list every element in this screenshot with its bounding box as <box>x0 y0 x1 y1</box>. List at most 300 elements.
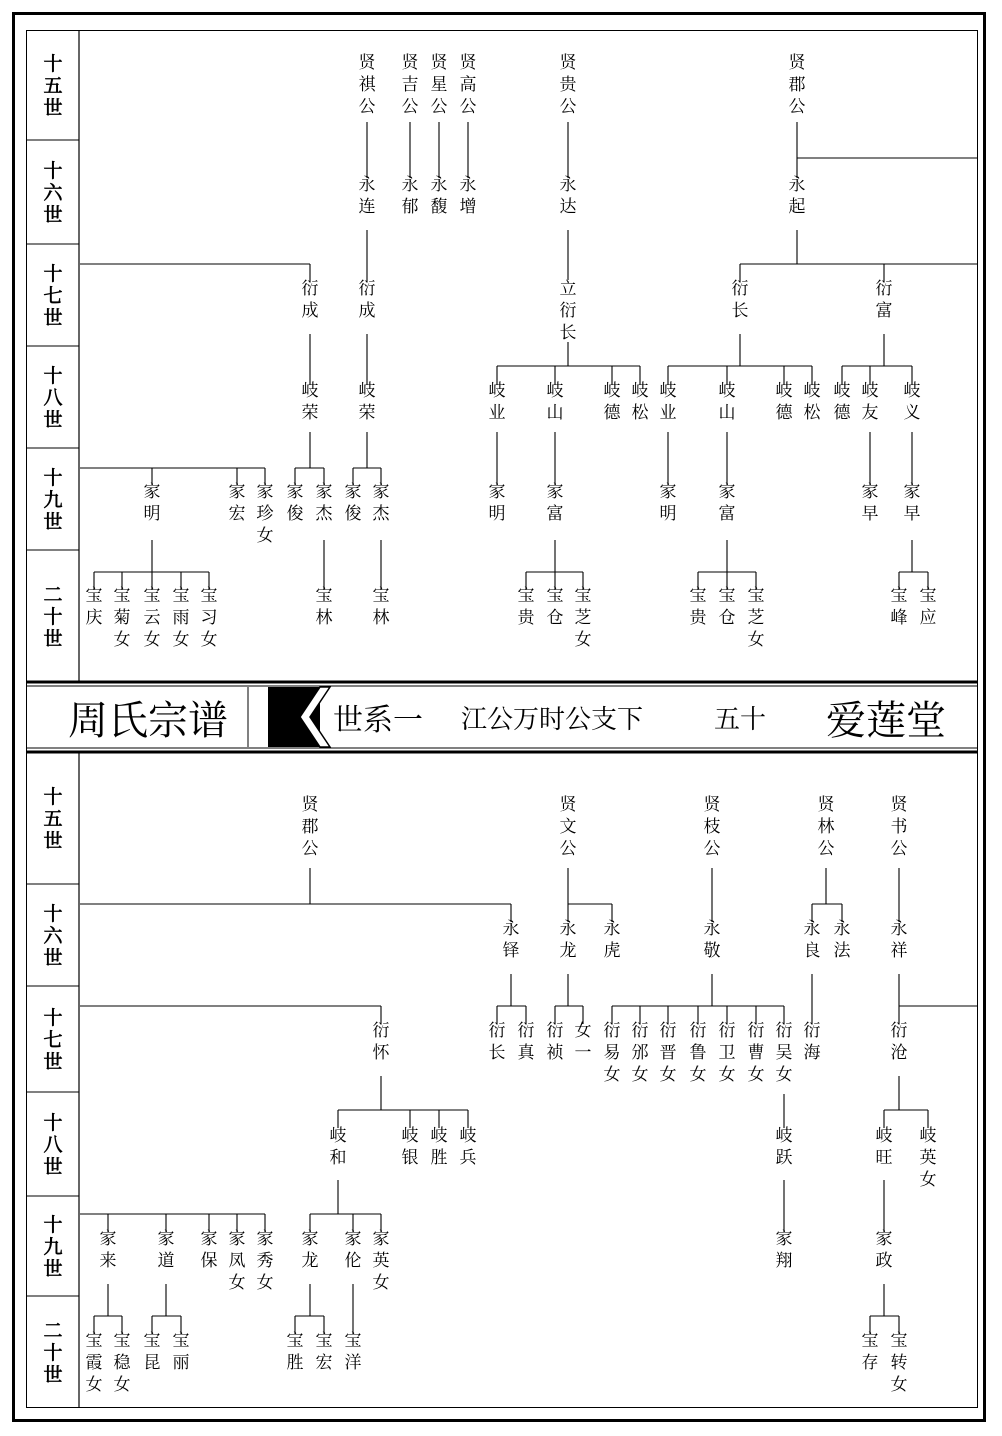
names-bottom <box>86 795 937 1395</box>
generation-labels-top <box>26 52 79 650</box>
name-char: 女 <box>372 1273 390 1293</box>
bottom-person <box>704 919 721 961</box>
name-char: 衍 <box>372 1021 390 1041</box>
bottom-gen-label-char: 十 <box>43 1112 63 1134</box>
name-char: 宏 <box>315 1353 333 1373</box>
name-char: 女 <box>256 1273 274 1293</box>
name-char: 家 <box>372 482 390 502</box>
name-char: 成 <box>358 301 376 321</box>
bottom-person <box>834 919 852 961</box>
bottom-person <box>173 1331 190 1373</box>
name-char: 郡 <box>301 817 319 837</box>
name-char: 高 <box>459 75 477 95</box>
top-person <box>460 53 478 117</box>
name-char: 宝 <box>172 586 190 606</box>
name-char: 岐 <box>603 381 621 401</box>
top-gen-label-char: 十 <box>43 606 63 628</box>
name-char: 永 <box>430 175 448 195</box>
top-person <box>789 175 806 217</box>
name-char: 长 <box>488 1043 506 1063</box>
bottom-person <box>114 1331 132 1395</box>
name-char: 富 <box>718 504 736 524</box>
name-char: 义 <box>903 403 921 423</box>
bottom-person <box>287 1331 304 1373</box>
bottom-person <box>632 1021 649 1085</box>
name-char: 松 <box>631 403 649 423</box>
name-char: 林 <box>315 608 333 628</box>
name-char: 真 <box>517 1043 535 1063</box>
name-char: 宝 <box>315 586 333 606</box>
name-char: 宝 <box>747 586 765 606</box>
name-char: 女 <box>747 1065 765 1085</box>
name-char: 宝 <box>919 586 937 606</box>
name-char: 应 <box>919 608 937 628</box>
top-person <box>316 586 333 628</box>
name-char: 山 <box>546 403 564 423</box>
connector-lines-top <box>80 122 978 590</box>
name-char: 宝 <box>574 586 592 606</box>
name-char: 政 <box>875 1251 893 1271</box>
name-char: 宝 <box>718 586 736 606</box>
name-char: 增 <box>459 197 477 217</box>
top-person <box>460 175 477 217</box>
name-char: 衍 <box>803 1021 821 1041</box>
name-char: 岐 <box>430 1126 448 1146</box>
name-char: 书 <box>890 817 908 837</box>
bottom-person <box>704 795 722 859</box>
top-person <box>86 586 103 628</box>
name-char: 家 <box>861 482 879 502</box>
bottom-gen-label-char: 七 <box>43 1029 63 1051</box>
name-char: 宝 <box>546 586 564 606</box>
name-char: 兵 <box>459 1148 477 1168</box>
bottom-person <box>345 1331 362 1373</box>
name-char: 峰 <box>890 608 908 628</box>
name-char: 存 <box>861 1353 879 1373</box>
name-char: 女 <box>747 630 765 650</box>
name-char: 宝 <box>85 1331 103 1351</box>
bottom-person <box>804 1021 821 1063</box>
generation-labels-bottom <box>26 785 79 1386</box>
top-gen-label-char: 二 <box>43 584 63 606</box>
name-char: 贤 <box>559 53 577 73</box>
top-person <box>632 381 650 423</box>
name-char: 银 <box>401 1148 419 1168</box>
top-person <box>345 482 362 524</box>
name-char: 衍 <box>631 1021 649 1041</box>
name-char: 稳 <box>113 1353 131 1373</box>
name-char: 枝 <box>703 817 721 837</box>
top-gen-label-char: 九 <box>43 489 63 511</box>
name-char: 文 <box>559 817 577 837</box>
name-char: 洋 <box>344 1353 362 1373</box>
name-char: 芝 <box>574 608 592 628</box>
top-gen-label-char: 十 <box>43 160 63 182</box>
top-gen-label-char: 六 <box>43 182 63 204</box>
name-char: 仓 <box>718 608 736 628</box>
name-char: 女 <box>574 1021 592 1041</box>
name-char: 宝 <box>315 1331 333 1351</box>
name-char: 馥 <box>430 197 448 217</box>
name-char: 德 <box>775 403 793 423</box>
name-char: 衍 <box>689 1021 707 1041</box>
top-person <box>402 53 420 117</box>
top-person <box>719 381 736 423</box>
bottom-person <box>862 1331 879 1373</box>
name-char: 明 <box>143 504 161 524</box>
name-char: 起 <box>788 197 806 217</box>
name-char: 家 <box>200 1229 218 1249</box>
name-char: 邠 <box>631 1043 649 1063</box>
name-char: 贤 <box>559 795 577 815</box>
name-char: 宝 <box>890 586 908 606</box>
bottom-gen-label-char: 世 <box>43 1364 63 1386</box>
bottom-person <box>431 1126 448 1168</box>
bottom-gen-label-char: 五 <box>43 808 63 830</box>
top-person <box>719 586 736 628</box>
name-char: 宝 <box>689 586 707 606</box>
name-char: 衍 <box>659 1021 677 1041</box>
bottom-gen-label-char: 十 <box>43 1007 63 1029</box>
name-char: 衍 <box>775 1021 793 1041</box>
name-char: 女 <box>113 630 131 650</box>
top-person <box>489 482 506 524</box>
bottom-person <box>876 1229 893 1271</box>
name-char: 女 <box>256 526 274 546</box>
name-char: 家 <box>875 1229 893 1249</box>
top-person <box>201 586 218 650</box>
name-char: 林 <box>817 817 835 837</box>
name-char: 女 <box>85 1375 103 1395</box>
name-char: 珍 <box>256 504 274 524</box>
bottom-person <box>776 1021 793 1085</box>
name-char: 永 <box>890 919 908 939</box>
name-char: 女 <box>603 1065 621 1085</box>
name-char: 伦 <box>344 1251 362 1271</box>
name-char: 家 <box>99 1229 117 1249</box>
name-char: 岐 <box>546 381 564 401</box>
name-char: 山 <box>718 403 736 423</box>
name-char: 家 <box>143 482 161 502</box>
name-char: 家 <box>775 1229 793 1249</box>
name-char: 怀 <box>372 1043 390 1063</box>
name-char: 荣 <box>358 403 376 423</box>
name-char: 转 <box>890 1353 908 1373</box>
name-char: 永 <box>559 175 577 195</box>
name-char: 敬 <box>703 941 721 961</box>
name-char: 家 <box>228 482 246 502</box>
bottom-person <box>144 1331 161 1373</box>
name-char: 良 <box>803 941 821 961</box>
top-gen-label-char: 八 <box>43 387 63 409</box>
top-person <box>876 279 893 321</box>
page-number: 五十 <box>713 705 767 735</box>
name-char: 宝 <box>113 1331 131 1351</box>
bottom-person <box>489 1021 506 1063</box>
name-char: 铎 <box>502 941 520 961</box>
name-char: 龙 <box>301 1251 319 1271</box>
name-char: 女 <box>718 1065 736 1085</box>
name-char: 宝 <box>286 1331 304 1351</box>
name-char: 俊 <box>286 504 304 524</box>
bottom-gen-label-char: 十 <box>43 1342 63 1364</box>
top-person <box>489 381 506 423</box>
name-char: 凤 <box>228 1251 246 1271</box>
name-char: 杰 <box>372 504 390 524</box>
bottom-person <box>547 1021 564 1063</box>
name-char: 霞 <box>85 1353 103 1373</box>
name-char: 公 <box>459 97 477 117</box>
name-char: 胜 <box>286 1353 304 1373</box>
name-char: 德 <box>603 403 621 423</box>
name-char: 女 <box>775 1065 793 1085</box>
name-char: 道 <box>157 1251 175 1271</box>
name-char: 家 <box>315 482 333 502</box>
bottom-person <box>891 1021 908 1063</box>
name-char: 公 <box>559 97 577 117</box>
top-gen-label-char: 十 <box>43 263 63 285</box>
name-char: 永 <box>833 919 851 939</box>
name-char: 祺 <box>358 75 376 95</box>
name-char: 宝 <box>517 586 535 606</box>
bottom-person <box>575 1021 592 1063</box>
name-char: 永 <box>358 175 376 195</box>
bottom-person <box>776 1229 793 1271</box>
bottom-person <box>373 1229 390 1293</box>
name-char: 家 <box>546 482 564 502</box>
bottom-person <box>201 1229 218 1271</box>
name-char: 岐 <box>833 381 851 401</box>
bottom-person <box>891 795 909 859</box>
name-char: 宝 <box>85 586 103 606</box>
top-person <box>575 586 592 650</box>
name-char: 女 <box>228 1273 246 1293</box>
bottom-person <box>503 919 520 961</box>
name-char: 公 <box>358 97 376 117</box>
name-char: 云 <box>143 608 161 628</box>
name-char: 连 <box>358 197 376 217</box>
bottom-gen-label-char: 十 <box>43 1214 63 1236</box>
name-char: 祯 <box>546 1043 564 1063</box>
name-char: 明 <box>488 504 506 524</box>
name-char: 女 <box>113 1375 131 1395</box>
name-char: 达 <box>559 197 577 217</box>
bottom-gen-label-char: 六 <box>43 925 63 947</box>
bottom-person <box>100 1229 117 1271</box>
name-char: 旺 <box>875 1148 893 1168</box>
name-char: 业 <box>488 403 506 423</box>
name-char: 贤 <box>788 53 806 73</box>
name-char: 岐 <box>488 381 506 401</box>
name-char: 岐 <box>775 1126 793 1146</box>
top-person <box>560 279 577 343</box>
name-char: 仓 <box>546 608 564 628</box>
name-char: 庆 <box>85 608 103 628</box>
bottom-person <box>402 1126 419 1168</box>
bottom-gen-label-char: 八 <box>43 1134 63 1156</box>
name-char: 丽 <box>172 1353 190 1373</box>
name-char: 贤 <box>401 53 419 73</box>
bottom-gen-label-char: 世 <box>43 947 63 969</box>
bottom-person <box>604 919 621 961</box>
name-char: 贤 <box>890 795 908 815</box>
bottom-person <box>560 919 577 961</box>
bottom-person <box>373 1021 391 1063</box>
top-person <box>316 482 334 524</box>
hall-name: 爱莲堂 <box>826 698 946 744</box>
top-person <box>173 586 190 650</box>
name-char: 德 <box>833 403 851 423</box>
name-char: 晋 <box>659 1043 677 1063</box>
name-char: 岐 <box>875 1126 893 1146</box>
name-char: 秀 <box>256 1251 274 1271</box>
name-char: 吴 <box>775 1043 793 1063</box>
name-char: 贤 <box>703 795 721 815</box>
name-char: 宏 <box>228 504 246 524</box>
name-char: 公 <box>559 839 577 859</box>
top-gen-label-char: 世 <box>43 511 63 533</box>
name-char: 富 <box>875 301 893 321</box>
name-char: 宝 <box>890 1331 908 1351</box>
bottom-person <box>229 1229 246 1293</box>
name-char: 岐 <box>659 381 677 401</box>
name-char: 菊 <box>113 608 131 628</box>
top-person <box>862 381 879 423</box>
top-person <box>862 482 879 524</box>
bottom-person <box>316 1331 333 1373</box>
name-char: 家 <box>301 1229 319 1249</box>
branch-title: 江公万时公支下 <box>460 705 644 735</box>
name-char: 衍 <box>546 1021 564 1041</box>
top-person <box>114 586 131 650</box>
name-char: 女 <box>631 1065 649 1085</box>
name-char: 岐 <box>775 381 793 401</box>
top-person <box>257 482 274 546</box>
section-title: 世系一 <box>333 703 423 738</box>
name-char: 家 <box>488 482 506 502</box>
top-person <box>359 381 376 423</box>
name-char: 祥 <box>890 941 908 961</box>
name-char: 贵 <box>517 608 535 628</box>
name-char: 长 <box>559 323 577 343</box>
top-gen-label-char: 世 <box>43 628 63 650</box>
bottom-person <box>302 795 320 859</box>
top-person <box>359 175 376 217</box>
top-person <box>431 175 448 217</box>
name-char: 公 <box>817 839 835 859</box>
top-person <box>748 586 765 650</box>
top-person <box>732 279 749 321</box>
name-char: 英 <box>372 1251 390 1271</box>
name-char: 跃 <box>775 1148 793 1168</box>
name-char: 岐 <box>301 381 319 401</box>
name-char: 岐 <box>803 381 821 401</box>
name-char: 岐 <box>718 381 736 401</box>
top-person <box>904 482 921 524</box>
top-person <box>904 381 921 423</box>
bottom-person <box>660 1021 677 1085</box>
name-char: 女 <box>143 630 161 650</box>
name-char: 公 <box>890 839 908 859</box>
name-char: 衍 <box>718 1021 736 1041</box>
top-person <box>144 482 161 524</box>
name-char: 女 <box>689 1065 707 1085</box>
name-char: 衍 <box>890 1021 908 1041</box>
name-char: 家 <box>256 482 274 502</box>
bottom-person <box>518 1021 536 1063</box>
name-char: 郁 <box>401 197 419 217</box>
name-char: 女 <box>659 1065 677 1085</box>
name-char: 家 <box>256 1229 274 1249</box>
name-char: 岐 <box>329 1126 347 1146</box>
bottom-gen-label-char: 世 <box>43 830 63 852</box>
top-gen-label-char: 七 <box>43 285 63 307</box>
name-char: 来 <box>99 1251 117 1271</box>
name-char: 早 <box>903 504 921 524</box>
bottom-person <box>86 1331 103 1395</box>
top-person <box>804 381 822 423</box>
top-gen-label-char: 世 <box>43 409 63 431</box>
bottom-person <box>776 1126 793 1168</box>
name-char: 永 <box>502 919 520 939</box>
top-person <box>431 53 449 117</box>
top-gen-label-char: 十 <box>43 467 63 489</box>
top-person <box>547 381 564 423</box>
top-person <box>660 482 677 524</box>
banner-ornament <box>268 687 320 747</box>
bottom-person <box>818 795 836 859</box>
bottom-person <box>920 1126 937 1190</box>
name-char: 早 <box>861 504 879 524</box>
name-char: 家 <box>286 482 304 502</box>
name-char: 成 <box>301 301 319 321</box>
name-char: 家 <box>344 1229 362 1249</box>
name-char: 贵 <box>559 75 577 95</box>
name-char: 贵 <box>689 608 707 628</box>
bottom-person <box>719 1021 736 1085</box>
name-char: 公 <box>788 97 806 117</box>
name-char: 岐 <box>358 381 376 401</box>
name-char: 家 <box>228 1229 246 1249</box>
name-char: 松 <box>803 403 821 423</box>
name-char: 贤 <box>430 53 448 73</box>
name-char: 公 <box>430 97 448 117</box>
bottom-person <box>690 1021 707 1085</box>
name-char: 宝 <box>200 586 218 606</box>
name-char: 衍 <box>517 1021 535 1041</box>
name-char: 宝 <box>143 1331 161 1351</box>
bottom-person <box>158 1229 175 1271</box>
top-gen-label-char: 世 <box>43 97 63 119</box>
bottom-gen-label-char: 九 <box>43 1236 63 1258</box>
name-char: 衍 <box>358 279 376 299</box>
name-char: 岐 <box>459 1126 477 1146</box>
name-char: 家 <box>157 1229 175 1249</box>
name-char: 家 <box>344 482 362 502</box>
name-char: 公 <box>301 839 319 859</box>
name-char: 永 <box>459 175 477 195</box>
name-char: 胜 <box>430 1148 448 1168</box>
name-char: 公 <box>401 97 419 117</box>
top-person <box>229 482 246 524</box>
top-person <box>776 381 794 423</box>
top-person <box>660 381 677 423</box>
name-char: 翔 <box>775 1251 793 1271</box>
top-person <box>359 53 377 117</box>
name-char: 衍 <box>731 279 749 299</box>
top-person <box>359 279 376 321</box>
name-char: 曹 <box>747 1043 765 1063</box>
